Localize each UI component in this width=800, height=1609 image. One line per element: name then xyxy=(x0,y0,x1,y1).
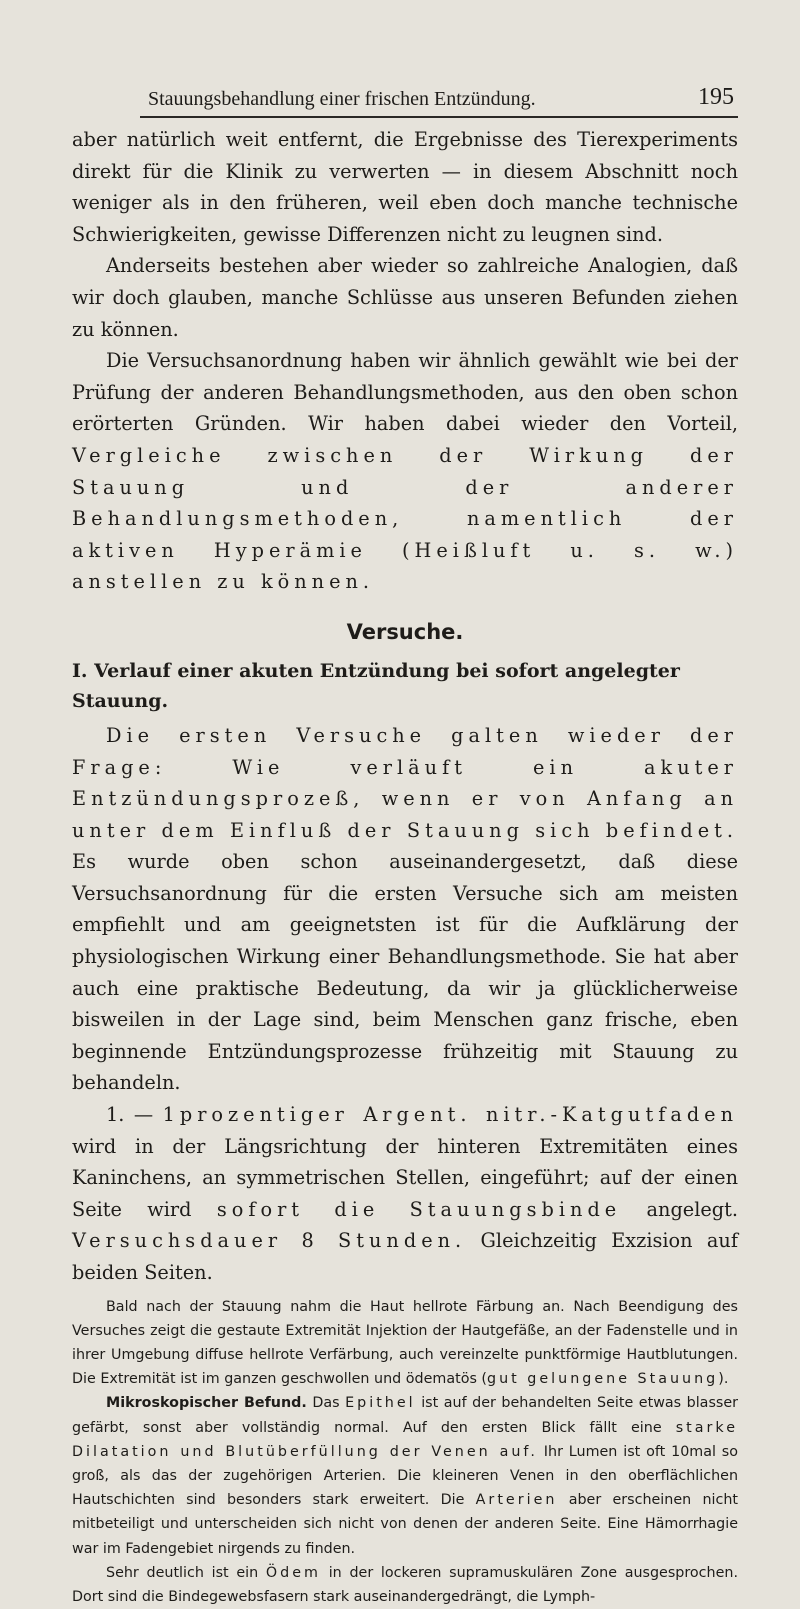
text-run: Sehr deutlich ist ein xyxy=(106,1564,259,1581)
text-run: aber erscheinen nicht mitbeteiligt und unterscheiden sich nicht von denen der anderen Seite. Eine Hämorrhagie war im Fadengebiet nirgends zu finden. xyxy=(72,1492,739,1557)
small-paragraph xyxy=(72,1561,738,1609)
emphasized-text: Arterien xyxy=(475,1492,558,1509)
text-run: ist auf der behandelten Seite etwas blasser gefärbt, sonst aber vollständig normal. Auf den ersten Blick fällt eine xyxy=(72,1395,739,1436)
text-run: Ihr Lumen ist oft 10mal so groß, als das der zugehörigen Arterien. Die kleineren Venen in den oberflächlichen Hautschichten sind besonders stark erweitert. Die xyxy=(72,1443,738,1509)
running-title: Stauungsbehandlung einer frischen Entzündung. xyxy=(148,88,536,110)
paragraph xyxy=(72,345,738,598)
text-run: in der lockeren supramuskulären Zone ausgesprochen. Dort sind die Bindegewebsfasern stark auseinandergedrängt, die Lymph- xyxy=(72,1564,739,1606)
emphasized-text: Epithel xyxy=(345,1395,416,1412)
emphasized-text: starke Dilatation und Blutüberfüllung der Venen auf. xyxy=(72,1419,738,1460)
subsection-heading: I. Verlauf einer akuten Entzündung bei sofort angelegter Stauung. xyxy=(72,659,680,712)
text-run: angelegt. xyxy=(646,1197,739,1221)
section-heading: Versuche. xyxy=(346,619,464,644)
text-run: wird in der Längsrichtung der hinteren Extremitäten eines Kaninchens, an symmetrischen Stellen, eingeführt; auf der einen Seite wird xyxy=(72,1134,738,1221)
small-paragraph xyxy=(72,1295,738,1392)
text-run: ). xyxy=(718,1371,729,1388)
bold-lead: Mikroskopischer Befund. xyxy=(106,1395,307,1412)
emphasized-text: gut gelungene Stauung xyxy=(487,1371,719,1388)
emphasized-text: Die ersten Versuche galten wieder der Frage: Wie verläuft ein akuter Entzündungsprozeß, wenn er von Anfang an unter dem Einfluß der Stauung sich befindet. xyxy=(72,723,738,842)
emphasized-text: Ödem xyxy=(265,1564,321,1581)
emphasized-text: sofort die Stauungsbinde xyxy=(216,1197,622,1221)
text-run: Es wurde oben schon auseinandergesetzt, daß diese Versuchsanordnung für die ersten Versuche sich am meisten empfiehlt und am geeignetsten ist für die Aufklärung der physiologischen Wirkung einer Behandlungsmethode. Sie hat aber auch eine praktische Bedeutung, da wir ja glücklicherweise bisweilen in der Lage sind, beim Menschen ganz frische, eben beginnende Entzündungsprozesse frühzeitig mit Stauung zu behandeln. xyxy=(72,850,738,1095)
text-run: Die Versuchsanordnung haben wir ähnlich gewählt wie bei der Prüfung der anderen Behandlungsmethoden, aus den oben schon erörterten Gründen. Wir haben dabei wieder den Vorteil, xyxy=(72,349,738,436)
small-paragraph xyxy=(72,1391,738,1560)
experiment-number: 1. — xyxy=(106,1103,154,1127)
text-run: Das xyxy=(312,1395,340,1412)
text-run: Bald nach der Stauung nahm die Haut hellrote Färbung an. Nach Beendigung des Versuches zeigt die gestaute Extremität Injektion der Hautgefäße, an der Fadenstelle und in ihrer Umgebung diffuse hellrote Verfärbung, auch vereinzelte punktförmige Hautblutungen. Die Extremität ist im ganzen geschwollen und ödematös ( xyxy=(72,1298,738,1388)
experiment-paragraph xyxy=(72,1099,738,1289)
emphasized-text: Vergleiche zwischen der Wirkung der Stauung und der anderer Behandlungsmethoden, namentlich der aktiven Hyperämie (Heißluft u. s. w.) anstellen zu können. xyxy=(72,443,738,594)
page-body xyxy=(72,124,738,1609)
page-number: 195 xyxy=(698,84,734,110)
paragraph xyxy=(72,720,738,1099)
text-run: Gleichzeitig Exzision auf beiden Seiten. xyxy=(72,1229,738,1284)
running-header xyxy=(140,82,738,118)
emphasized-text: Versuchsdauer 8 Stunden. xyxy=(72,1229,467,1253)
paragraph: aber natürlich weit entfernt, die Ergebnisse des Tierexperiments direkt für die Klinik zu verwerten — in diesem Abschnitt noch weniger als in den früheren, weil eben doch manche technische Schwierigkeiten, gewisse Differenzen nicht zu leugnen sind. xyxy=(72,128,738,246)
emphasized-text: 1prozentiger Argent. nitr.-Katgutfaden xyxy=(162,1103,738,1127)
paragraph: Anderseits bestehen aber wieder so zahlreiche Analogien, daß wir doch glauben, manche Schlüsse aus unseren Befunden ziehen zu können. xyxy=(72,254,738,341)
